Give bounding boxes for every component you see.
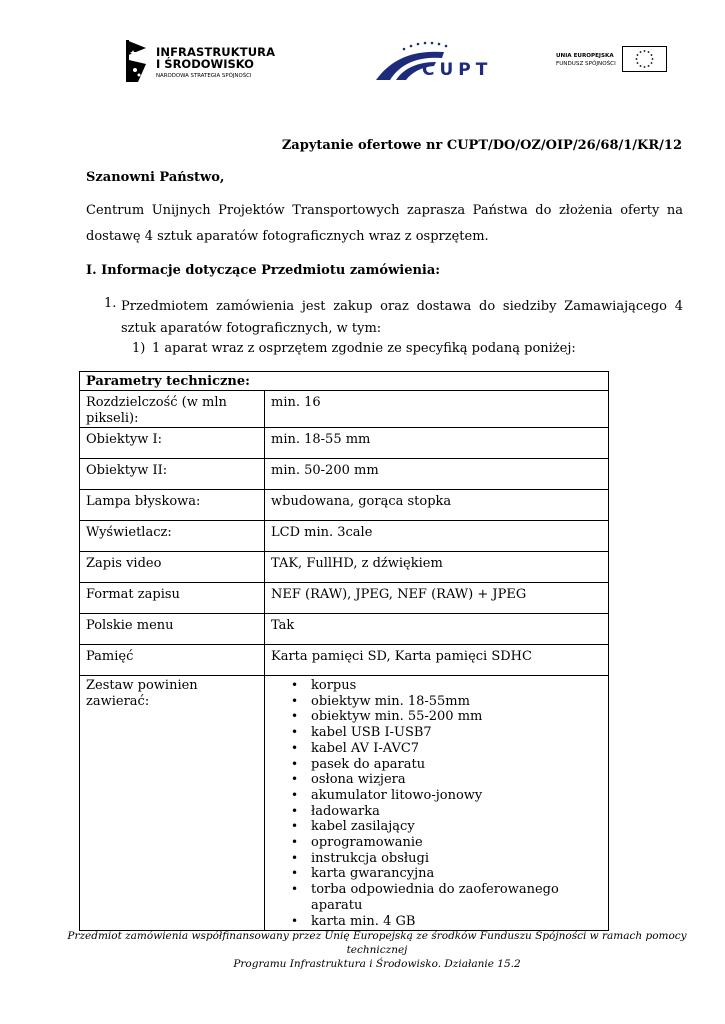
param-value: NEF (RAW), JPEG, NEF (RAW) + JPEG xyxy=(265,583,609,614)
subpoint-text: 1 aparat wraz z osprzętem zgodnie ze specyfiką podaną poniżej: xyxy=(152,341,576,356)
page-footer xyxy=(62,929,692,971)
cupt-logo xyxy=(374,40,493,84)
param-name: Obiektyw II: xyxy=(80,459,265,490)
infrastruktura-srodowisko-logo xyxy=(124,38,276,86)
cupt-wordmark: CUPT xyxy=(422,60,493,80)
kit-label: Zestaw powinien zawierać: xyxy=(80,676,265,931)
section-heading: I. Informacje dotyczące Przedmiotu zamówienia: xyxy=(86,263,441,278)
table-row xyxy=(80,490,609,521)
kit-items-cell xyxy=(265,676,609,931)
list-item: • kabel USB I-USB7 xyxy=(291,725,602,741)
param-name: Lampa błyskowa: xyxy=(80,490,265,521)
param-name: Format zapisu xyxy=(80,583,265,614)
eu-cohesion-fund-logo xyxy=(556,46,671,74)
logo-is-line2: I ŚRODOWISKO xyxy=(156,57,254,71)
list-item: • akumulator litowo-jonowy xyxy=(291,788,602,804)
param-name: Rozdzielczość (w mln pikseli): xyxy=(80,391,265,428)
list-item: • ładowarka xyxy=(291,804,602,820)
kit-row xyxy=(80,676,609,931)
list-item: • torba odpowiednia do zaoferowanego aparatu xyxy=(291,882,602,913)
param-value: LCD min. 3cale xyxy=(265,521,609,552)
logo-is-line1: INFRASTRUKTURA xyxy=(156,45,276,59)
table-row xyxy=(80,459,609,490)
page-header xyxy=(0,36,725,88)
param-value: min. 50-200 mm xyxy=(265,459,609,490)
table-row xyxy=(80,552,609,583)
table-row xyxy=(80,391,609,428)
subpoint-number: 1) xyxy=(132,341,146,356)
table-row xyxy=(80,614,609,645)
logo-ue-line2: FUNDUSZ SPÓJNOŚCI xyxy=(556,61,616,67)
point-text: Przedmiotem zamówienia jest zakup oraz dostawa do siedziby Zamawiającego 4 sztuk aparatów fotograficznych, w tym: xyxy=(121,299,683,336)
list-item: • obiektyw min. 55-200 mm xyxy=(291,709,602,725)
param-name: Obiektyw I: xyxy=(80,428,265,459)
table-title: Parametry techniczne: xyxy=(80,372,609,391)
table-row xyxy=(80,428,609,459)
table-row xyxy=(80,645,609,676)
logo-is-line3: NARODOWA STRATEGIA SPÓJNOŚCI xyxy=(156,73,252,79)
param-name: Pamięć xyxy=(80,645,265,676)
document-subject: Zapytanie ofertowe nr CUPT/DO/OZ/OIP/26/68/1/KR/12 xyxy=(281,138,682,153)
footer-line2: Programu Infrastruktura i Środowisko. Działanie 15.2 xyxy=(233,958,521,970)
list-item: • korpus xyxy=(291,678,602,694)
eu-flag-icon xyxy=(622,46,667,72)
list-item: • kabel AV I-AVC7 xyxy=(291,741,602,757)
list-item: • karta min. 4 GB xyxy=(291,914,602,930)
param-value: wbudowana, gorąca stopka xyxy=(265,490,609,521)
star-flag-logo-icon xyxy=(124,38,148,84)
list-item: • pasek do aparatu xyxy=(291,757,602,773)
list-item: • obiektyw min. 18-55mm xyxy=(291,694,602,710)
logo-ue-line1: UNIA EUROPEJSKA xyxy=(556,53,614,59)
param-value: min. 16 xyxy=(265,391,609,428)
kit-list xyxy=(271,678,602,929)
table-row xyxy=(80,521,609,552)
footer-line1: Przedmiot zamówienia współfinansowany przez Unię Europejską ze środków Funduszu Spójności w ramach pomocy technicznej xyxy=(67,930,687,956)
param-value: min. 18-55 mm xyxy=(265,428,609,459)
list-item: • instrukcja obsługi xyxy=(291,851,602,867)
list-item: • kabel zasilający xyxy=(291,819,602,835)
point-number: 1. xyxy=(104,296,117,311)
table-row xyxy=(80,583,609,614)
param-value: Tak xyxy=(265,614,609,645)
list-item: • karta gwarancyjna xyxy=(291,866,602,882)
table-title-row xyxy=(80,372,609,391)
param-name: Zapis video xyxy=(80,552,265,583)
intro-paragraph: Centrum Unijnych Projektów Transportowych zaprasza Państwa do złożenia oferty na dostawę 4 sztuk aparatów fotograficznych wraz z osprzętem. xyxy=(86,203,683,244)
list-item: • osłona wizjera xyxy=(291,772,602,788)
param-name: Wyświetlacz: xyxy=(80,521,265,552)
technical-parameters-table xyxy=(79,371,609,931)
list-item: • oprogramowanie xyxy=(291,835,602,851)
param-name: Polskie menu xyxy=(80,614,265,645)
greeting: Szanowni Państwo, xyxy=(86,170,225,185)
param-value: TAK, FullHD, z dźwiękiem xyxy=(265,552,609,583)
param-value: Karta pamięci SD, Karta pamięci SDHC xyxy=(265,645,609,676)
